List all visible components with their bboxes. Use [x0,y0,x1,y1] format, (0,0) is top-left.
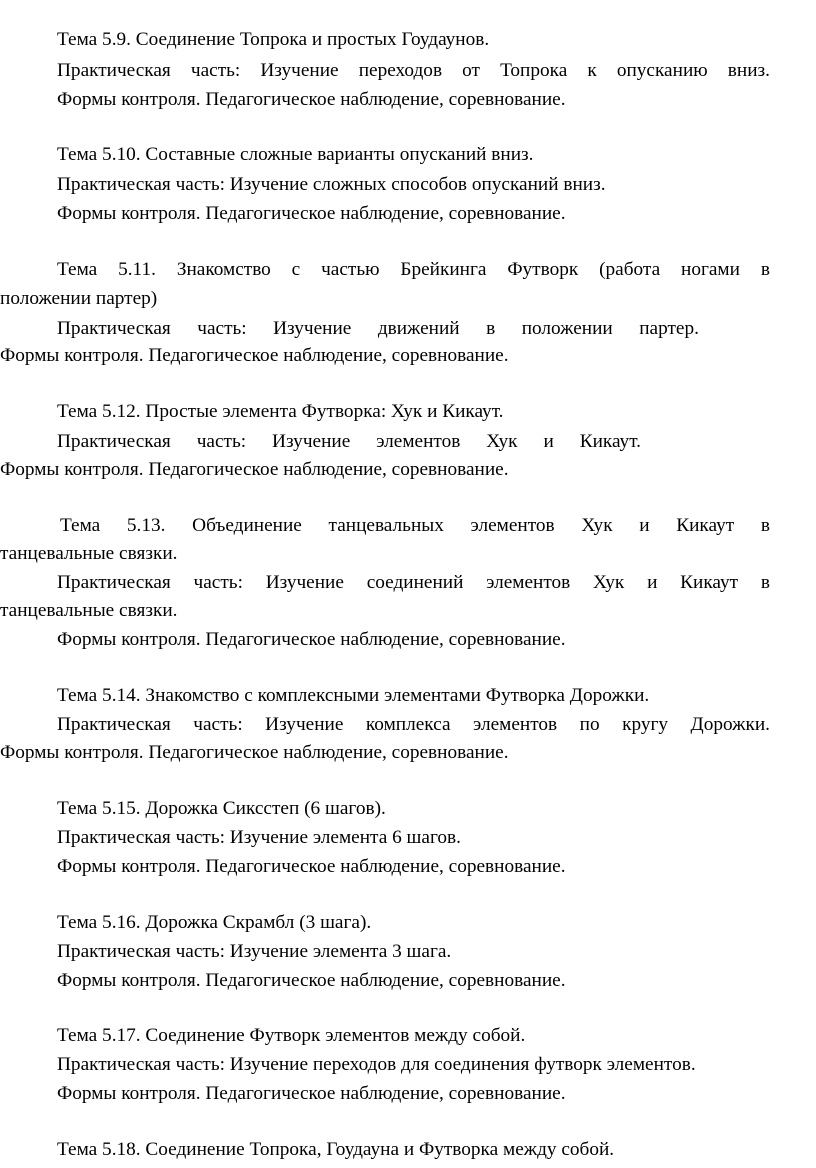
topic-practice [57,711,770,739]
word: часть: [193,714,243,735]
topic-control: Формы контроля. Педагогическое наблюдение, соревнование. [0,459,509,480]
word: с [291,259,301,280]
word: Практическая [57,572,171,593]
word: Практическая [57,431,171,452]
word: кругу [622,714,669,735]
word: в [760,515,770,536]
word: элементов [376,431,461,452]
word: Практическая [57,318,171,339]
topic-title: Тема 5.12. Простые элемента Футворка: Хук и Кикаут. [57,401,504,422]
word: часть: [190,60,241,81]
topic-practice: Практическая часть: Изучение элемента 6 шагов. [57,827,461,848]
word: элементов [470,515,555,536]
word: часть: [196,431,247,452]
word: Практическая [57,60,171,81]
word: ногами [681,259,740,280]
topic-practice [57,428,641,456]
topic-title: Тема 5.17. Соединение Футворк элементов между собой. [57,1025,526,1046]
topic-control: Формы контроля. Педагогическое наблюдение, соревнование. [57,856,566,877]
word: комплекса [365,714,451,735]
topic-control: Формы контроля. Педагогическое наблюдение, соревнование. [57,629,566,650]
word: элементов [473,714,558,735]
word: Дорожки. [690,714,770,735]
topic-practice: Практическая часть: Изучение элемента 3 шага. [57,941,452,962]
word: Топрока [500,60,568,81]
word: в [486,318,496,339]
topic-title-continued: танцевальные связки. [0,543,178,564]
word: Хук [486,431,518,452]
word: Футворк [507,259,579,280]
word: переходов [358,60,443,81]
word: Практическая [57,714,171,735]
topic-practice: Практическая часть: Изучение сложных способов опусканий вниз. [57,174,606,195]
word: танцевальных [328,515,444,536]
word: Хук [593,572,625,593]
topic-title [57,256,770,284]
word: к [587,60,597,81]
word: Изучение [272,431,351,452]
topic-title: Тема 5.14. Знакомство с комплексными элементами Футворка Дорожки. [57,685,650,706]
topic-control: Формы контроля. Педагогическое наблюдение, соревнование. [0,345,509,366]
topic-title: Тема 5.16. Дорожка Скрамбл (3 шага). [57,912,372,933]
word: Знакомство [176,259,271,280]
word: движений [377,318,460,339]
topic-title: Тема 5.10. Составные сложные варианты опусканий вниз. [57,144,534,165]
topic-practice [57,315,699,343]
word: Кикаут [676,515,735,536]
topic-control: Формы контроля. Педагогическое наблюдение, соревнование. [0,742,509,763]
topic-title [60,512,770,540]
word: Брейкинга [400,259,487,280]
word: Тема [57,259,98,280]
word: в [760,259,770,280]
word: Тема [60,515,101,536]
word: соединений [366,572,464,593]
word: в [760,572,770,593]
word: элементов [486,572,571,593]
word: и [647,572,658,593]
topic-control: Формы контроля. Педагогическое наблюдение, соревнование. [57,203,566,224]
word: по [579,714,600,735]
topic-practice [57,569,770,597]
topic-title: Тема 5.9. Соединение Топрока и простых Гоудаунов. [57,29,490,50]
topic-title: Тема 5.18. Соединение Топрока, Гоудауна и Футворка между собой. [57,1139,615,1160]
word: вниз. [727,60,770,81]
topic-title-continued: положении партер) [0,288,158,309]
word: положении [521,318,613,339]
word: часть: [193,572,243,593]
word: Кикаут [680,572,739,593]
word: Кикаут. [579,431,641,452]
word: (работа [599,259,661,280]
word: 5.11. [118,259,156,280]
word: опусканию [616,60,708,81]
topic-title: Тема 5.15. Дорожка Сиксстеп (6 шагов). [57,798,386,819]
word: Изучение [260,60,339,81]
topic-control: Формы контроля. Педагогическое наблюдение, соревнование. [57,1083,566,1104]
word: частью [321,259,380,280]
word: Изучение [265,714,344,735]
topic-practice [57,57,770,85]
word: часть: [197,318,247,339]
word: Изучение [265,572,344,593]
topic-control: Формы контроля. Педагогическое наблюдение, соревнование. [57,89,566,110]
word: Хук [581,515,613,536]
word: от [462,60,480,81]
word: Изучение [273,318,352,339]
word: и [543,431,554,452]
topic-practice: Практическая часть: Изучение переходов для соединения футворк элементов. [57,1054,696,1075]
word: 5.13. [126,515,166,536]
word: партер. [639,318,699,339]
topic-practice-continued: танцевальные связки. [0,600,178,621]
word: и [639,515,650,536]
topic-control: Формы контроля. Педагогическое наблюдение, соревнование. [57,970,566,991]
word: Объединение [192,515,302,536]
